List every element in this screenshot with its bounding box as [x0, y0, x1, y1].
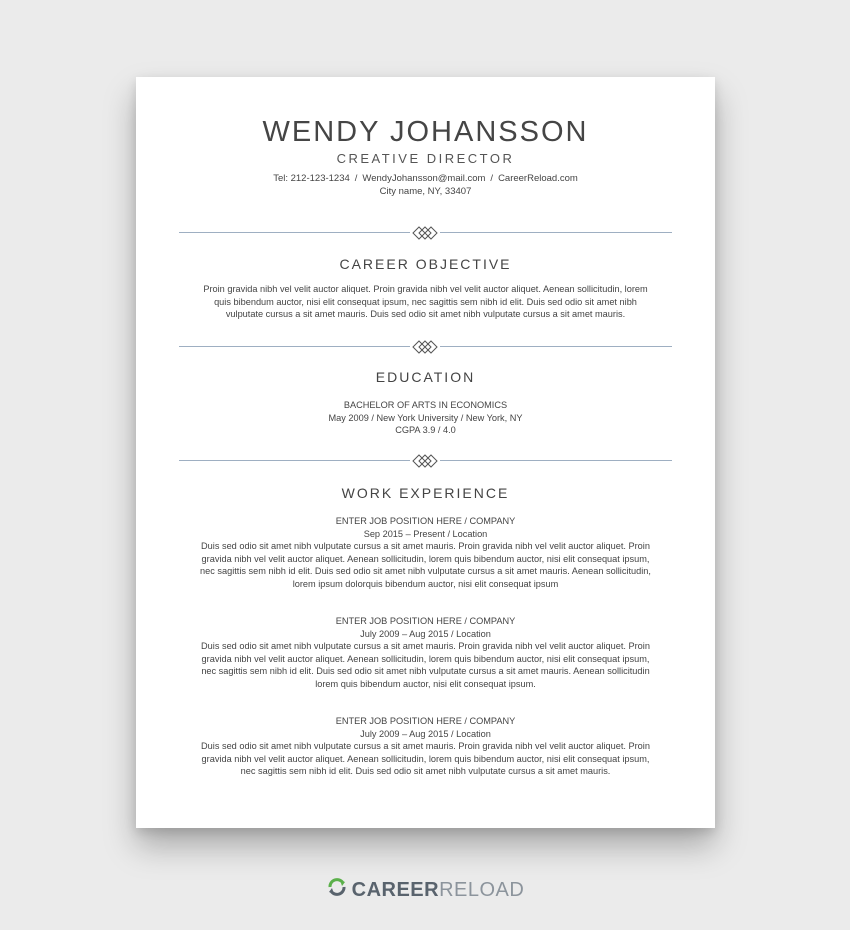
gpa: CGPA 3.9 / 4.0 — [395, 425, 456, 435]
contact-line — [136, 172, 715, 185]
address: City name, NY, 33407 — [379, 186, 472, 197]
objective-line: Proin gravida nibh vel velit auctor aliquet. Proin gravida nibh vel velit auctor aliquet. Aenean sollicitudin, lorem — [203, 284, 648, 294]
section-divider — [179, 338, 672, 356]
diamond-ornament-icon — [410, 452, 440, 470]
job-position: ENTER JOB POSITION HERE / COMPANY — [335, 516, 516, 526]
reload-arrows-icon — [326, 876, 348, 905]
job-entry — [188, 515, 663, 590]
education-details: May 2009 / New York University / New York, NY — [328, 412, 523, 423]
contact-info — [136, 172, 715, 198]
section-divider — [179, 452, 672, 470]
objective-text — [188, 283, 663, 321]
career-reload-logo — [0, 876, 850, 905]
job-line: gravida nibh vel velit auctor aliquet. Aenean sollicitudin, lorem quis bibendum auctor, nisi elit consequat ipsum, — [201, 653, 650, 664]
phone: Tel: 212-123-1234 — [273, 173, 350, 184]
objective-line: quis bibendum auctor, nisi elit consequat ipsum, nec sagittis sem nibh id elit. Duis sed odio sit amet nibh — [214, 296, 637, 307]
diamond-ornament-icon — [410, 224, 440, 242]
logo-text-career: CAREER — [351, 878, 440, 901]
job-line: gravida nibh vel velit auctor aliquet. Aenean sollicitudin, lorem quis bibendum auctor, nisi elit consequat ipsum, — [201, 553, 650, 564]
job-line: lorem ipsum dolorquis bibendum auctor, nisi elit consequat ipsum — [292, 578, 559, 589]
job-dates: Sep 2015 – Present / Location — [363, 528, 488, 539]
job-dates: July 2009 – Aug 2015 / Location — [360, 728, 491, 739]
degree: BACHELOR OF ARTS IN ECONOMICS — [343, 400, 508, 410]
section-divider — [179, 224, 672, 242]
job-line: Duis sed odio sit amet nibh vulputate cursus a sit amet mauris. Proin gravida nibh vel velit auctor aliquet. Proin — [201, 541, 650, 551]
job-line: Duis sed odio sit amet nibh vulputate cursus a sit amet mauris. Proin gravida nibh vel velit auctor aliquet. Proin — [201, 741, 650, 751]
separator: / — [490, 173, 494, 184]
job-line: lorem quis bibendum auctor, nisi elit consequat ipsum. — [315, 678, 536, 689]
objective-line: vulputate cursus a sit amet mauris. Duis sed odio sit amet nibh vulputate cursus a sit amet mauris. — [225, 309, 626, 319]
objective-heading: CAREER OBJECTIVE — [339, 256, 512, 272]
job-line: Duis sed odio sit amet nibh vulputate cursus a sit amet mauris. Proin gravida nibh vel velit auctor aliquet. Proin — [201, 641, 650, 651]
logo-text-reload: RELOAD — [439, 878, 525, 901]
job-line: nec sagittis sem nibh id elit. Duis sed odio sit amet nibh vulputate cursus a sit amet mauris. Aenean sollicitudin, — [200, 566, 651, 576]
website: CareerReload.com — [498, 173, 578, 184]
email: WendyJohansson@mail.com — [362, 173, 486, 184]
job-line: gravida nibh vel velit auctor aliquet. Aenean sollicitudin, lorem quis bibendum auctor, nisi elit consequat ipsum, — [201, 753, 650, 764]
work-heading: WORK EXPERIENCE — [341, 485, 510, 501]
education-heading: EDUCATION — [375, 369, 476, 385]
diamond-ornament-icon — [410, 338, 440, 356]
job-line: nec sagittis sem nibh id elit. Duis sed odio sit amet nibh vulputate cursus a sit amet mauris. — [240, 766, 611, 776]
job-line: nec sagittis sem nibh id elit. Duis sed odio sit amet nibh vulputate cursus a sit amet mauris. Aenean sollicitudin — [201, 666, 650, 676]
job-entry — [188, 615, 663, 690]
job-dates: July 2009 – Aug 2015 / Location — [360, 628, 491, 639]
resume-page — [136, 77, 715, 828]
candidate-name: WENDY JOHANSSON — [262, 116, 589, 148]
separator: / — [354, 173, 358, 184]
job-entry — [188, 715, 663, 778]
candidate-title: CREATIVE DIRECTOR — [336, 151, 515, 166]
job-position: ENTER JOB POSITION HERE / COMPANY — [335, 716, 516, 726]
job-position: ENTER JOB POSITION HERE / COMPANY — [335, 616, 516, 626]
education-text — [188, 399, 663, 437]
